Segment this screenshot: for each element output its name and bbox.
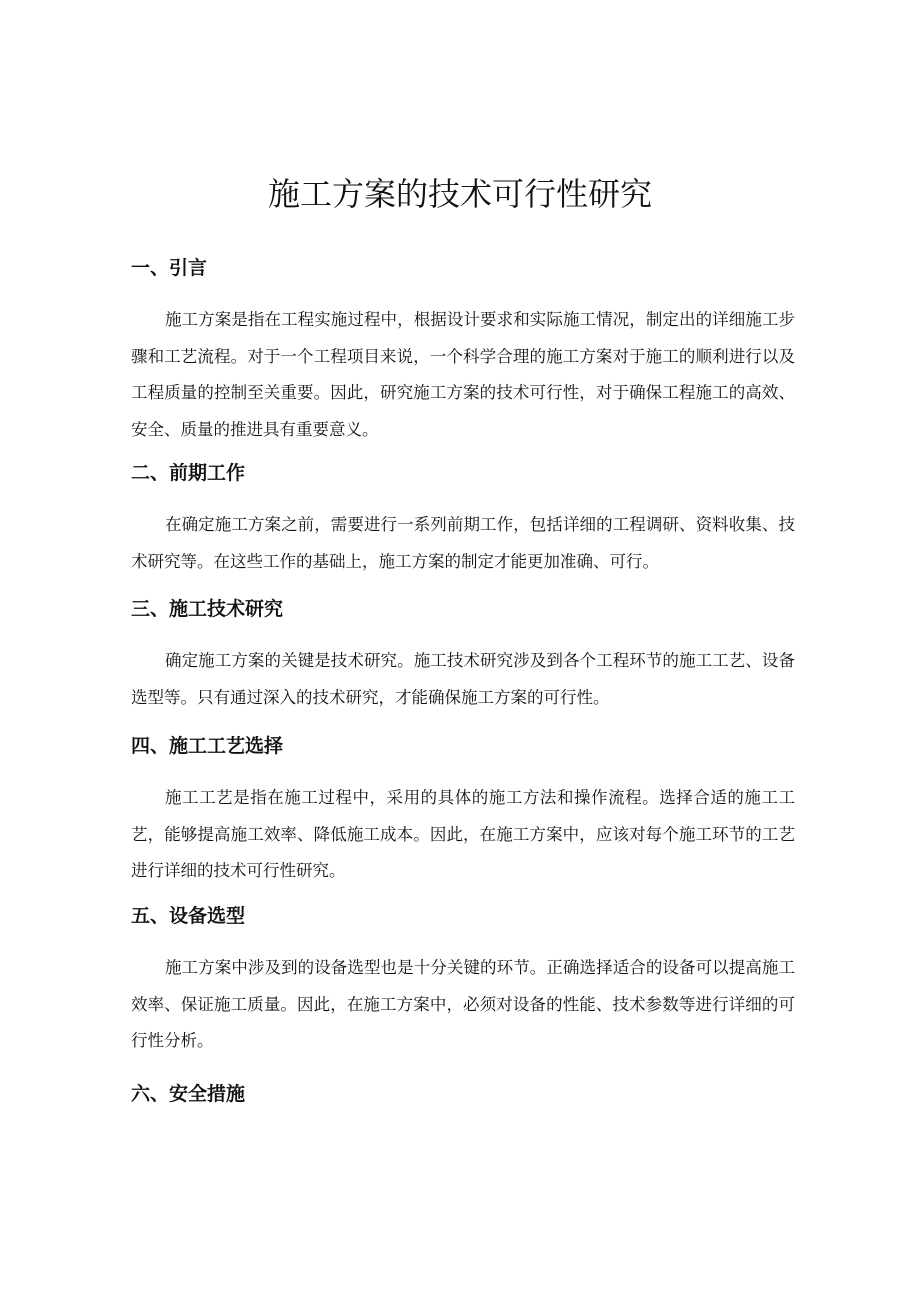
section-heading: 四、施工工艺选择 — [131, 735, 284, 757]
section-heading: 一、引言 — [131, 257, 208, 279]
section-construction-process-selection — [131, 732, 795, 890]
section-paragraph: 在确定施工方案之前，需要进行一系列前期工作，包括详细的工程调研、资料收集、技术研究等。在这些工作的基础上，施工方案的制定才能更加准确、可行。 — [131, 515, 795, 571]
section-equipment-selection — [131, 902, 795, 1060]
section-introduction — [131, 254, 795, 448]
section-heading: 二、前期工作 — [131, 462, 246, 484]
section-paragraph: 施工方案是指在工程实施过程中，根据设计要求和实际施工情况，制定出的详细施工步骤和工艺流程。对于一个工程项目来说，一个科学合理的施工方案对于施工的顺利进行以及工程质量的控制至关重要。因此，研究施工方案的技术可行性，对于确保工程施工的高效、安全、质量的推进具有重要意义。 — [131, 310, 795, 439]
section-heading: 六、安全措施 — [131, 1083, 246, 1105]
section-preliminary-work — [131, 459, 795, 580]
section-paragraph: 施工方案中涉及到的设备选型也是十分关键的环节。正确选择适合的设备可以提高施工效率、保证施工质量。因此，在施工方案中，必须对设备的性能、技术参数等进行详细的可行性分析。 — [131, 958, 795, 1050]
document-title: 施工方案的技术可行性研究 — [267, 175, 652, 213]
section-construction-technology-research — [131, 595, 795, 716]
section-paragraph: 施工工艺是指在施工过程中，采用的具体的施工方法和操作流程。选择合适的施工工艺，能够提高施工效率、降低施工成本。因此，在施工方案中，应该对每个施工环节的工艺进行详细的技术可行性研究。 — [131, 788, 795, 880]
section-heading: 三、施工技术研究 — [131, 598, 284, 620]
section-heading: 五、设备选型 — [131, 905, 246, 927]
section-paragraph: 确定施工方案的关键是技术研究。施工技术研究涉及到各个工程环节的施工工艺、设备选型等。只有通过深入的技术研究，才能确保施工方案的可行性。 — [131, 651, 795, 707]
section-safety-measures — [131, 1080, 795, 1108]
